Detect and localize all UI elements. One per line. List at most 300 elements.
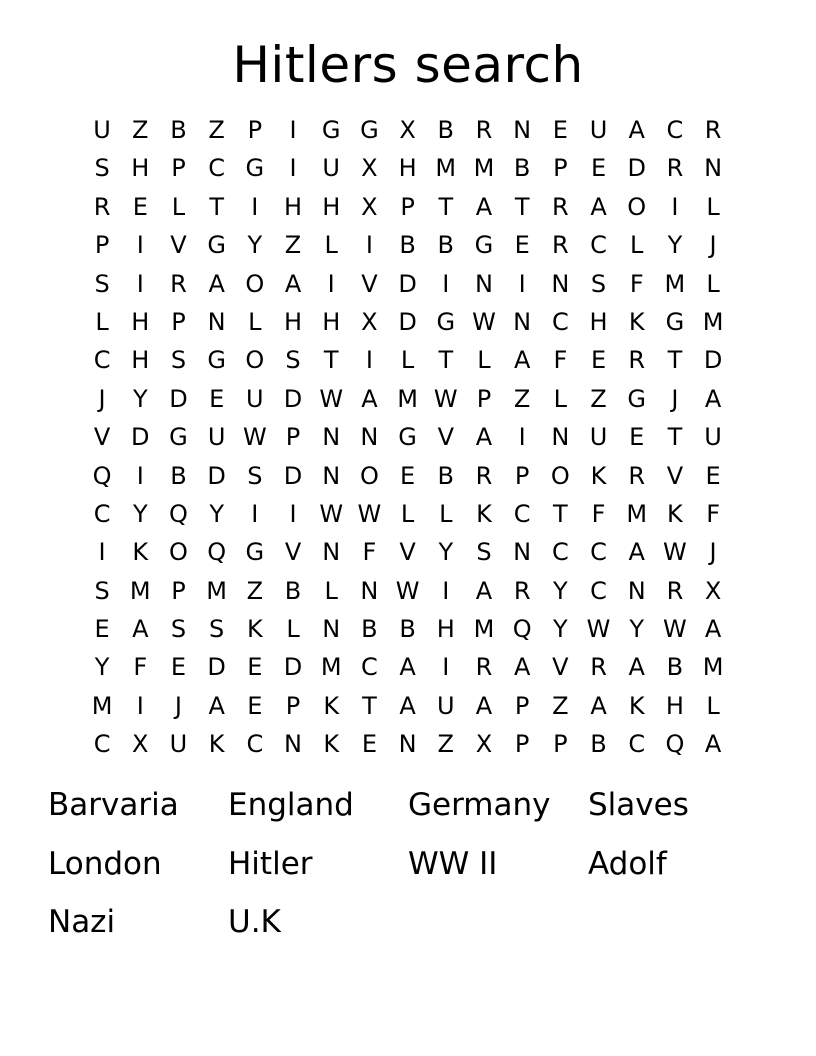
grid-letter: U — [589, 423, 608, 452]
grid-letter: X — [361, 192, 378, 221]
grid-letter: Z — [437, 730, 454, 759]
grid-letter: G — [245, 154, 265, 183]
grid-letter: C — [513, 499, 531, 528]
grid-letter: N — [322, 615, 341, 644]
grid-letter: J — [709, 231, 717, 260]
grid-letter: G — [627, 384, 647, 413]
grid-letter: L — [400, 346, 415, 375]
grid-letter: Q — [92, 461, 112, 490]
grid-letter: L — [477, 346, 491, 375]
grid-letter: A — [284, 269, 302, 298]
grid-letter: M — [206, 576, 228, 605]
grid-letter: R — [93, 192, 111, 221]
grid-letter: Z — [132, 116, 149, 144]
grid-letter: K — [628, 691, 645, 720]
grid-letter: D — [398, 307, 417, 336]
grid-letter: P — [247, 116, 263, 144]
grid-letter: G — [245, 538, 265, 567]
grid-letter: A — [475, 576, 493, 605]
grid-letter: T — [209, 192, 224, 221]
grid-letter: P — [171, 154, 186, 183]
grid-letter: A — [399, 691, 416, 720]
grid-letter: H — [436, 615, 455, 644]
grid-letter: P — [514, 730, 530, 759]
grid-letter: D — [169, 384, 188, 413]
grid-letter: Y — [209, 499, 224, 528]
grid-letter: E — [94, 615, 110, 644]
grid-letter: O — [627, 192, 647, 221]
grid-letter: N — [360, 576, 379, 605]
grid-letter: N — [322, 423, 341, 452]
grid-letter: M — [129, 576, 151, 605]
grid-letter: W — [663, 615, 687, 644]
grid-letter: K — [667, 499, 683, 528]
grid-letter: U — [436, 691, 455, 720]
grid-letter: B — [170, 461, 187, 490]
grid-letter: U — [322, 154, 340, 183]
grid-letter: F — [553, 346, 568, 375]
grid-letter: L — [95, 307, 109, 336]
grid-letter: V — [399, 538, 416, 567]
grid-letter: F — [591, 499, 606, 528]
grid-letter: I — [251, 192, 259, 221]
grid-letter: I — [518, 269, 526, 298]
grid-letter: G — [474, 231, 494, 260]
grid-letter: N — [513, 307, 532, 336]
grid-letter: C — [590, 538, 607, 567]
grid-letter: E — [629, 423, 645, 452]
grid-letter: Z — [590, 384, 607, 413]
grid-letter: W — [319, 499, 344, 528]
grid-letter: T — [438, 192, 454, 221]
grid-letter: I — [289, 116, 297, 144]
grid-letter: A — [475, 423, 493, 452]
grid-letter: J — [709, 538, 717, 567]
grid-letter: B — [437, 116, 455, 144]
grid-letter: P — [476, 384, 492, 413]
grid-letter: S — [170, 615, 187, 644]
grid-letter: R — [552, 192, 569, 221]
grid-letter: L — [324, 576, 338, 605]
grid-letter: H — [398, 154, 417, 183]
grid-letter: I — [136, 461, 144, 490]
grid-letter: E — [132, 192, 148, 221]
grid-letter: A — [475, 192, 493, 221]
grid-letter: V — [666, 461, 684, 490]
grid-letter: B — [170, 116, 187, 144]
grid-letter: E — [705, 461, 721, 490]
grid-letter: A — [628, 538, 645, 567]
grid-letter: Y — [247, 231, 263, 260]
grid-letter: O — [245, 269, 265, 298]
grid-letter: R — [666, 154, 684, 183]
grid-letter: B — [590, 730, 607, 759]
grid-letter: M — [702, 307, 724, 336]
grid-letter: D — [207, 653, 226, 682]
grid-letter: A — [704, 615, 722, 644]
grid-letter: C — [590, 231, 607, 260]
grid-letter: I — [251, 499, 259, 528]
grid-letter: I — [365, 231, 373, 260]
grid-letter: T — [362, 691, 377, 720]
grid-letter: U — [704, 423, 722, 452]
grid-letter: I — [98, 538, 106, 567]
grid-letter: I — [136, 691, 144, 720]
grid-letter: O — [169, 538, 188, 567]
grid-letter: Y — [553, 615, 568, 644]
grid-letter: T — [667, 346, 683, 375]
grid-letter: Q — [665, 730, 685, 759]
word-list-item: Hitler — [228, 845, 313, 882]
grid-letter: W — [472, 307, 496, 336]
grid-letter: I — [136, 231, 144, 260]
grid-letter: C — [551, 307, 569, 336]
grid-letter: L — [439, 499, 453, 528]
page-title: Hitlers search — [232, 36, 584, 94]
grid-letter: J — [174, 691, 182, 720]
grid-letter: Z — [284, 231, 302, 260]
grid-letter: I — [442, 653, 450, 682]
grid-letter: B — [399, 615, 416, 644]
grid-letter: N — [474, 269, 493, 298]
grid-letter: N — [551, 423, 570, 452]
grid-letter: U — [207, 423, 226, 452]
grid-letter: I — [518, 423, 526, 452]
grid-letter: W — [586, 615, 611, 644]
grid-letter: O — [359, 461, 379, 490]
grid-letter: W — [433, 384, 458, 413]
grid-letter: P — [285, 691, 301, 720]
grid-letter: M — [397, 384, 418, 413]
grid-letter: N — [398, 730, 417, 759]
grid-letter: C — [628, 730, 646, 759]
grid-letter: M — [435, 154, 457, 183]
grid-letter: Y — [667, 231, 683, 260]
grid-letter: Y — [438, 538, 454, 567]
grid-letter: H — [131, 154, 150, 183]
grid-letter: V — [437, 423, 454, 452]
grid-letter: W — [242, 423, 267, 452]
grid-letter: G — [398, 423, 417, 452]
grid-letter: E — [590, 346, 607, 375]
grid-letter: R — [170, 269, 187, 298]
grid-letter: B — [399, 231, 416, 260]
grid-letter: B — [437, 461, 455, 490]
grid-letter: N — [627, 576, 646, 605]
grid-letter: A — [475, 691, 493, 720]
grid-letter: G — [207, 231, 226, 260]
grid-letter: H — [284, 307, 303, 336]
grid-letter: A — [513, 653, 531, 682]
grid-letter: F — [133, 653, 148, 682]
grid-letter: K — [208, 730, 225, 759]
grid-letter: L — [248, 307, 262, 336]
grid-letter: A — [704, 384, 722, 413]
grid-letter: P — [94, 231, 110, 260]
grid-letter: M — [91, 691, 113, 720]
grid-letter: C — [361, 653, 378, 682]
grid-letter: B — [437, 231, 455, 260]
grid-letter: K — [628, 307, 645, 336]
grid-letter: H — [322, 307, 341, 336]
grid-letter: L — [324, 231, 338, 260]
grid-letter: G — [360, 116, 379, 144]
grid-letter: P — [514, 691, 530, 720]
grid-letter: V — [93, 423, 111, 452]
grid-letter: C — [93, 346, 111, 375]
word-list — [48, 776, 788, 952]
grid-letter: Y — [132, 384, 148, 413]
grid-letter: P — [553, 154, 568, 183]
grid-letter: G — [436, 307, 456, 336]
grid-letter: X — [399, 116, 416, 144]
grid-letter: U — [589, 116, 608, 144]
grid-letter: V — [284, 538, 302, 567]
grid-letter: L — [630, 231, 644, 260]
grid-letter: S — [94, 154, 110, 183]
grid-letter: J — [671, 384, 679, 413]
grid-letter: I — [289, 154, 297, 183]
grid-letter: K — [590, 461, 607, 490]
grid-letter: E — [590, 154, 607, 183]
grid-letter: P — [171, 576, 186, 605]
grid-letter: P — [553, 730, 568, 759]
grid-letter: L — [706, 192, 720, 221]
grid-letter: A — [590, 691, 607, 720]
grid-letter: T — [323, 346, 339, 375]
grid-letter: F — [362, 538, 377, 567]
grid-letter: B — [361, 615, 378, 644]
grid-letter: K — [323, 691, 340, 720]
grid-letter: S — [94, 269, 110, 298]
grid-letter: N — [513, 116, 532, 144]
grid-letter: G — [169, 423, 188, 452]
grid-letter: C — [208, 154, 226, 183]
grid-letter: L — [286, 615, 300, 644]
grid-letter: Q — [512, 615, 532, 644]
grid-letter: C — [666, 116, 684, 144]
grid-letter: M — [664, 269, 686, 298]
grid-letter: A — [590, 192, 607, 221]
grid-letter: W — [357, 499, 382, 528]
grid-letter: E — [400, 461, 416, 490]
word-list-item: Adolf — [588, 845, 667, 882]
grid-letter: A — [628, 653, 645, 682]
grid-letter: L — [706, 269, 720, 298]
grid-letter: N — [360, 423, 379, 452]
grid-letter: S — [590, 269, 607, 298]
grid-letter: G — [207, 346, 226, 375]
grid-letter: N — [207, 307, 226, 336]
grid-letter: Z — [513, 384, 531, 413]
grid-letter: H — [131, 346, 150, 375]
grid-letter: C — [551, 538, 569, 567]
grid-letter: Z — [208, 116, 225, 144]
grid-letter: E — [247, 653, 263, 682]
grid-letter: R — [628, 346, 646, 375]
word-list-item: WW II — [408, 845, 498, 882]
grid-letter: N — [284, 730, 302, 759]
grid-letter: O — [550, 461, 570, 490]
grid-letter: P — [171, 307, 186, 336]
grid-letter: R — [666, 576, 684, 605]
grid-letter: V — [170, 231, 187, 260]
grid-letter: I — [136, 269, 144, 298]
grid-letter: A — [513, 346, 531, 375]
grid-letter: F — [629, 269, 644, 298]
word-list-item: Nazi — [48, 904, 116, 940]
grid-letter: Q — [169, 499, 188, 528]
grid-letter: B — [284, 576, 302, 605]
grid-letter: S — [247, 461, 263, 490]
word-list-item: London — [48, 845, 162, 882]
grid-letter: M — [473, 154, 495, 183]
grid-letter: G — [665, 307, 685, 336]
grid-letter: B — [513, 154, 531, 183]
grid-letter: M — [320, 653, 342, 682]
grid-letter: Y — [94, 653, 110, 682]
grid-letter: A — [361, 384, 378, 413]
grid-letter: G — [321, 116, 341, 144]
grid-letter: D — [703, 346, 723, 375]
grid-letter: A — [208, 691, 225, 720]
grid-letter: T — [667, 423, 683, 452]
grid-letter: F — [706, 499, 720, 528]
grid-letter: B — [666, 653, 684, 682]
word-list-item: U.K — [228, 904, 281, 940]
grid-letter: S — [209, 615, 225, 644]
grid-letter: I — [289, 499, 297, 528]
word-list-item: Slaves — [588, 787, 689, 823]
grid-letter: S — [170, 346, 187, 375]
grid-letter: I — [365, 346, 373, 375]
grid-letter: I — [327, 269, 335, 298]
grid-letter: C — [246, 730, 264, 759]
grid-letter: A — [208, 269, 225, 298]
grid-letter: C — [590, 576, 607, 605]
grid-letter: E — [552, 116, 568, 144]
grid-letter: N — [513, 538, 532, 567]
grid-letter: W — [395, 576, 420, 605]
grid-letter: R — [513, 576, 531, 605]
letter-grid — [83, 111, 733, 765]
grid-letter: D — [283, 461, 303, 490]
grid-letter: P — [514, 461, 530, 490]
grid-letter: W — [663, 538, 687, 567]
grid-letter: K — [246, 615, 263, 644]
grid-letter: R — [704, 116, 722, 144]
grid-letter: R — [552, 231, 569, 260]
grid-letter: V — [361, 269, 378, 298]
grid-letter: A — [628, 116, 645, 144]
grid-letter: A — [399, 653, 416, 682]
grid-letter: K — [476, 499, 492, 528]
grid-letter: D — [627, 154, 646, 183]
grid-letter: Y — [629, 615, 645, 644]
grid-letter: K — [132, 538, 149, 567]
grid-letter: L — [553, 384, 568, 413]
grid-letter: M — [702, 653, 724, 682]
grid-letter: X — [704, 576, 722, 605]
grid-letter: N — [704, 154, 723, 183]
grid-letter: E — [361, 730, 377, 759]
grid-letter: D — [131, 423, 150, 452]
grid-letter: M — [626, 499, 648, 528]
grid-letter: D — [283, 384, 303, 413]
grid-letter: T — [438, 346, 454, 375]
grid-letter: D — [207, 461, 226, 490]
grid-letter: A — [704, 730, 722, 759]
grid-letter: M — [473, 615, 495, 644]
grid-letter: P — [400, 192, 415, 221]
word-list-item: England — [228, 787, 354, 823]
grid-letter: R — [475, 653, 493, 682]
grid-letter: P — [285, 423, 301, 452]
grid-letter: C — [93, 499, 111, 528]
grid-letter: J — [98, 384, 106, 413]
grid-letter: R — [475, 461, 493, 490]
grid-letter: I — [442, 269, 450, 298]
grid-letter: N — [551, 269, 570, 298]
grid-letter: D — [398, 269, 417, 298]
grid-letter: R — [475, 116, 493, 144]
grid-letter: X — [475, 730, 493, 759]
grid-letter: D — [283, 653, 303, 682]
grid-letter: X — [132, 730, 149, 759]
word-list-item: Barvaria — [48, 787, 179, 823]
grid-letter: A — [132, 615, 149, 644]
grid-letter: H — [589, 307, 608, 336]
grid-letter: Y — [553, 576, 568, 605]
grid-letter: O — [245, 346, 265, 375]
grid-letter: U — [246, 384, 264, 413]
grid-letter: X — [361, 307, 378, 336]
grid-letter: Z — [552, 691, 569, 720]
grid-letter: E — [514, 231, 530, 260]
grid-letter: Y — [132, 499, 148, 528]
grid-letter: C — [93, 730, 111, 759]
grid-letter: N — [322, 461, 341, 490]
grid-letter: H — [131, 307, 150, 336]
grid-letter: N — [322, 538, 341, 567]
grid-letter: L — [400, 499, 415, 528]
grid-letter: K — [323, 730, 340, 759]
grid-letter: I — [442, 576, 450, 605]
grid-letter: V — [552, 653, 569, 682]
grid-letter: Q — [207, 538, 227, 567]
grid-letter: U — [169, 730, 188, 759]
grid-letter: X — [361, 154, 378, 183]
grid-letter: R — [590, 653, 607, 682]
grid-letter: S — [285, 346, 301, 375]
grid-letter: R — [628, 461, 646, 490]
grid-letter: H — [284, 192, 303, 221]
grid-letter: L — [706, 691, 720, 720]
grid-letter: E — [170, 653, 187, 682]
grid-letter: I — [671, 192, 679, 221]
grid-letter: H — [322, 192, 341, 221]
grid-letter: E — [209, 384, 225, 413]
grid-letter: L — [171, 192, 186, 221]
grid-letter: T — [553, 499, 568, 528]
grid-letter: W — [319, 384, 344, 413]
grid-letter: T — [514, 192, 530, 221]
grid-letter: E — [247, 691, 263, 720]
grid-letter: S — [476, 538, 492, 567]
grid-letter: Z — [246, 576, 264, 605]
grid-letter: S — [94, 576, 110, 605]
word-list-item: Germany — [408, 787, 551, 823]
